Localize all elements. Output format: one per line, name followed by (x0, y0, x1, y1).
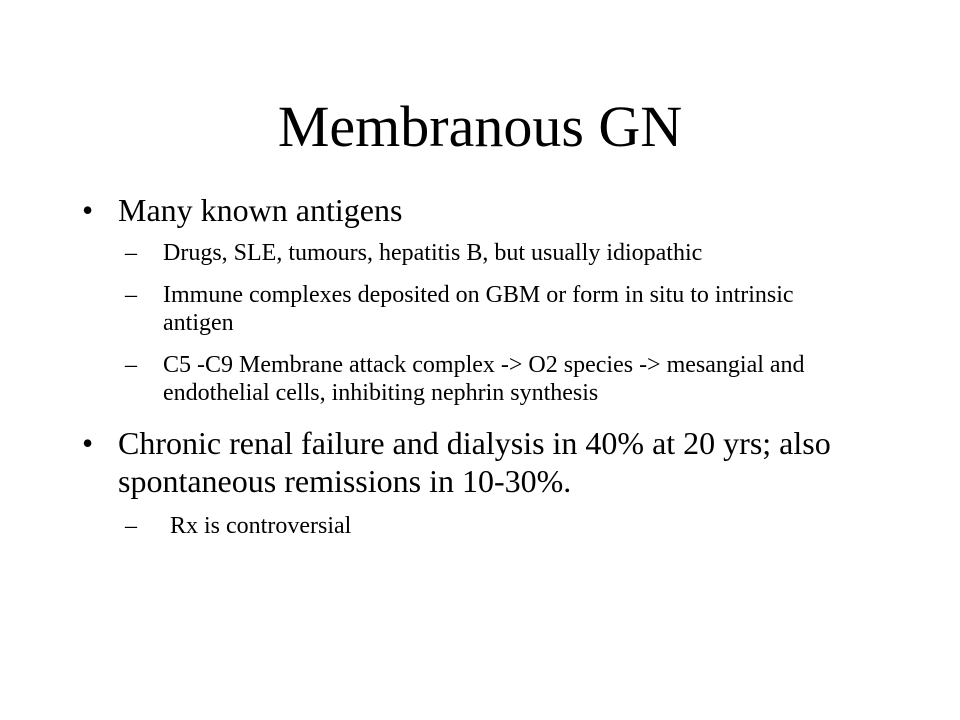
sub-bullet-item (78, 512, 858, 540)
dash-glyph: – (125, 352, 137, 378)
sub-bullet-text: Rx is controversial (170, 513, 352, 539)
bullet-text: Many known antigens (118, 192, 403, 228)
dash-glyph: – (125, 240, 137, 266)
bullet-text: Chronic renal failure and dialysis in 40% at 20 yrs; also spontaneous remissions in 10-30%. (118, 425, 831, 499)
slide-title: Membranous GN (277, 94, 683, 159)
bullet-item (78, 191, 858, 229)
sub-bullet-text: C5 -C9 Membrane attack complex -> O2 species -> mesangial and endothelial cells, inhibiting nephrin synthesis (163, 352, 805, 406)
sub-bullet-item (78, 351, 858, 407)
bullet-item (78, 424, 858, 500)
dash-glyph: – (125, 282, 137, 308)
sub-bullet-item (78, 239, 858, 267)
sub-bullet-item (78, 281, 858, 337)
sub-bullet-text: Drugs, SLE, tumours, hepatitis B, but usually idiopathic (163, 240, 703, 266)
bullet-glyph: • (82, 425, 94, 461)
sub-bullet-text: Immune complexes deposited on GBM or form in situ to intrinsic antigen (163, 282, 794, 336)
dash-glyph: – (125, 513, 137, 539)
slide-content (78, 191, 858, 540)
bullet-glyph: • (82, 192, 94, 228)
